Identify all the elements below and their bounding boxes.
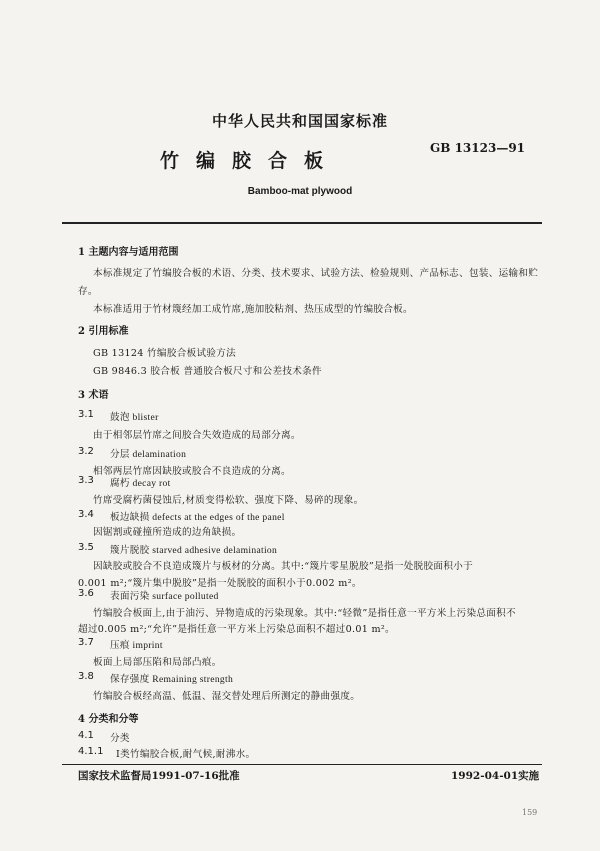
section-1-para-1-line-1: 本标准规定了竹编胶合板的术语、分类、技术要求、试验方法、检验规则、产品标志、包装、运输和贮 xyxy=(93,268,539,279)
section-2-heading: 2 引用标准 xyxy=(78,326,129,337)
term-title: 篾片脱胶 starved adhesive delamination xyxy=(110,545,278,556)
term-number: 3.2 xyxy=(78,446,94,457)
reference-1: GB 13124 竹编胶合板试验方法 xyxy=(93,348,237,359)
term-definition: 由于相邻层竹席之间胶合失效造成的局部分离。 xyxy=(93,430,301,441)
subsection-label: 分类 xyxy=(110,733,130,744)
item-number: 4.1.1 xyxy=(78,746,104,757)
term-number: 3.1 xyxy=(78,409,94,420)
term-definition-line-2: 0.001 m²;“篾片集中脱胶”是指一处脱胶的面积小于0.002 m²。 xyxy=(78,578,362,589)
section-4-heading: 4 分类和分等 xyxy=(78,714,139,725)
term-definition-line-1: 因缺胶或胶合不良造成篾片与板材的分离。其中:“篾片零星脱胶”是指一处脱胶面积小于 xyxy=(93,561,474,572)
term-title: 压痕 imprint xyxy=(110,640,163,651)
term-title: 表面污染 surface polluted xyxy=(110,591,219,602)
footer-rule xyxy=(62,764,542,765)
reference-2: GB 9846.3 胶合板 普通胶合板尺寸和公差技术条件 xyxy=(93,366,322,377)
term-definition-line-1: 竹编胶合板面上,由于油污、异物造成的污染现象。其中:“轻微”是指任意一平方米上污染总面积不 xyxy=(93,608,516,619)
term-definition: 相邻两层竹席因缺胶或胶合不良造成的分离。 xyxy=(93,466,291,477)
term-title: 分层 delamination xyxy=(110,449,187,460)
header-rule xyxy=(62,222,542,224)
term-definition: 板面上局部压陷和局部凸痕。 xyxy=(93,657,222,668)
term-definition-line-2: 超过0.005 m²;“允许”是指任意一平方米上污染总面积不超过0.01 m²。 xyxy=(78,624,395,635)
effective-date: 1992-04-01实施 xyxy=(451,770,540,782)
term-number: 3.5 xyxy=(78,542,94,553)
standard-title: 中华人民共和国国家标准 xyxy=(211,112,388,130)
term-title: 板边缺损 defects at the edges of the panel xyxy=(110,512,285,523)
standard-code: GB 13123—91 xyxy=(430,141,526,155)
term-definition: 因锯割或碰撞所造成的边角缺损。 xyxy=(93,527,242,538)
item-text: Ⅰ类竹编胶合板,耐气候,耐沸水。 xyxy=(116,749,256,760)
term-number: 3.4 xyxy=(78,509,94,520)
term-definition: 竹编胶合板经高温、低温、湿交替处理后所测定的静曲强度。 xyxy=(93,691,361,702)
section-1-heading: 1 主题内容与适用范围 xyxy=(78,247,179,258)
page-number: 159 xyxy=(522,808,538,817)
document-title-english: Bamboo-mat plywood xyxy=(247,186,353,197)
section-1-para-1-line-2: 存。 xyxy=(78,286,98,297)
term-title: 腐朽 decay rot xyxy=(110,478,171,489)
section-3-heading: 3 术语 xyxy=(78,390,109,401)
term-definition: 竹席受腐朽菌侵蚀后,材质变得松软、强度下降、易碎的现象。 xyxy=(93,495,364,506)
subsection-number: 4.1 xyxy=(78,730,94,741)
section-1-para-2: 本标准适用于竹材篾经加工成竹席,施加胶粘剂、热压成型的竹编胶合板。 xyxy=(93,304,413,315)
term-number: 3.6 xyxy=(78,588,94,599)
term-number: 3.3 xyxy=(78,475,94,486)
term-number: 3.7 xyxy=(78,637,94,648)
document-title: 竹编胶合板 xyxy=(160,150,341,172)
term-number: 3.8 xyxy=(78,671,94,682)
approval-date: 国家技术监督局1991-07-16批准 xyxy=(78,770,240,782)
term-title: 保存强度 Remaining strength xyxy=(110,674,234,685)
term-title: 鼓泡 blister xyxy=(110,412,159,423)
